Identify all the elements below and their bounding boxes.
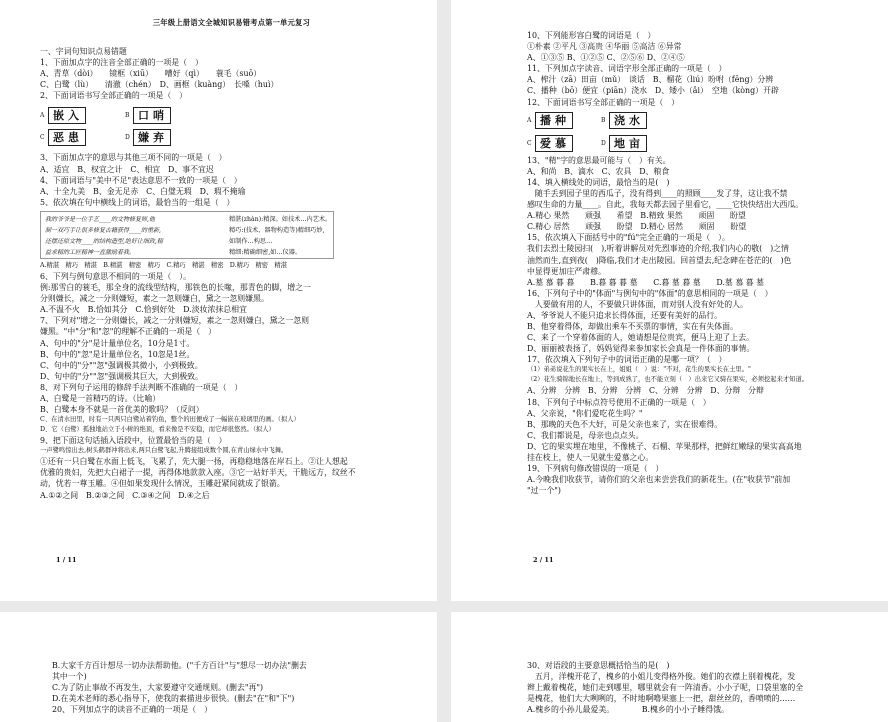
text-line: 是槐花，他们大大咧咧的，不时地啊噜果塞上一把，甜丝丝的，香喷喷的…… bbox=[527, 694, 796, 704]
text-line: 30、对语段的主要意思概括恰当的是( ) bbox=[527, 661, 670, 670]
dictionary-notes bbox=[225, 212, 333, 258]
text-line: 我们去烈士陵园扫( ),听着讲解员对先烈事迹的介绍,我们内心的敬( )之情 bbox=[527, 244, 789, 254]
text-line: A、爷爷说人不能只追求长得体面，还要有美好的品行。 bbox=[527, 310, 723, 320]
text-line: C、句中的"分""忽"强调极其微小，小到极致。 bbox=[40, 360, 203, 370]
q5-options: A.精湛 精巧 精湛 B.精湛 精密 精巧 C.精巧 精湛 精密 D.精巧 精密 精湛 bbox=[40, 261, 287, 269]
word-grid bbox=[40, 104, 210, 148]
tianzi-word: 爱慕 bbox=[535, 135, 573, 152]
text-line: 一、字词句知识点易错题 bbox=[40, 47, 127, 56]
small-line: （2）花生骑锦地长在地上，等到成熟了，也不能立刻（ ）出来它又骑在果实，必须挖起来才知道。 bbox=[527, 376, 809, 384]
text-line: B、句中的"忽"是计量单位名，10忽是1丝。 bbox=[40, 349, 195, 359]
q9-passage bbox=[40, 456, 423, 500]
q1-q2-block bbox=[40, 46, 423, 101]
text-line: ①朴素 ②平凡 ③高贵 ④华丽 ⑤高洁 ⑥异常 bbox=[527, 42, 682, 52]
q13-q17-block bbox=[527, 155, 878, 366]
text-line: A、父亲说，"你们爱吃花生吗？" bbox=[527, 408, 643, 418]
text-line: 5、依次填在句中横线上的词语，最恰当的一组是（ ） bbox=[40, 197, 235, 207]
grid-option bbox=[125, 126, 210, 148]
tianzi-word: 浇水 bbox=[609, 112, 647, 129]
text-line: C.为了防止事故不再发生，大家要遵守交通规则。(删去"再") bbox=[52, 683, 264, 693]
q17-q19-block bbox=[527, 385, 878, 496]
text-line: A、榨汁（zā）田亩（mǔ） 谈话 B、榴花（liú）吩咐（fēng）分辨 bbox=[527, 75, 774, 85]
text-line: B.大家千方百计想尽一切办法帮助他。("千方百计"与"想尽一切办法"删去 bbox=[52, 661, 307, 670]
q17-small-text bbox=[527, 365, 878, 385]
passage-box bbox=[40, 211, 334, 259]
text-line: 9、把下面这句话插入语段中，位置最恰当的是（ ） bbox=[40, 436, 227, 446]
grid-column bbox=[527, 112, 573, 152]
text-line: C.精心 居然 顽强 盼望 D.精心 居然 顽固 盼望 bbox=[527, 222, 747, 232]
text-line: 13、"精"字的意思最可能与（ ）有关。 bbox=[527, 155, 671, 165]
text-line: 分则嫌长，减之一分则嫌短，素之一忽则嫌白，黛之一忽则嫌黑。 bbox=[40, 294, 269, 304]
grid-column bbox=[601, 112, 647, 152]
text-line: 3、下面加点字的意思与其他三项不同的一项是（ ） bbox=[40, 153, 227, 163]
text-line: 6、下列与例句意思不相同的一项是（ ）。 bbox=[40, 271, 191, 281]
text-line: A、适宜 B、权宜之计 C、相宜 D、事不宜迟 bbox=[40, 164, 214, 174]
text-line: 15、依次填入下面括号中的"fú"完全正确的一项是（ ）。 bbox=[527, 233, 730, 243]
text-line: 2、下面词语书写全部正确的一项是（ ） bbox=[40, 91, 188, 101]
q6-q9-block bbox=[40, 271, 423, 446]
word-grid bbox=[527, 112, 727, 152]
text-line: 其中一个) bbox=[52, 672, 87, 682]
text-line: A.今晚我们收获节，请你们的父亲也来尝尝我们的新花生。(在"收获节"前加 bbox=[527, 475, 791, 485]
text-line: 动，忧若一尊玉雕。④但如果发现什么情况，玉雕赶紧间就成了银箭。 bbox=[40, 479, 285, 489]
text-line: 例:那雪白的蓑毛，那全身的流线型结构，那铁色的长喙，那青色的脚，增之一 bbox=[40, 283, 311, 293]
text-line: A、白鹭是一首精巧的诗。（比喻） bbox=[40, 393, 161, 403]
text-line: 感叹生命的力量____。自此，我每天都去园子里看它，____它快快结出大西瓜。 bbox=[527, 200, 804, 210]
page-number: 1 / 11 bbox=[56, 556, 77, 564]
text-line: A.精心 果然 顽强 希望 B.精致 果然 顽固 盼望 bbox=[527, 211, 746, 221]
grid-option bbox=[527, 135, 573, 152]
text-line: A、青草（dòi） 镜框（xiū） 嘈好（qì） 蓑毛（suō） bbox=[40, 69, 262, 79]
text-line: D.在美术老师的悉心指导下，使我的素描进步很快。(删去"在"和"下") bbox=[52, 694, 295, 704]
text-line: A、十全九美 B、金无足赤 C、白璧无瑕 D、瑕不掩瑜 bbox=[40, 186, 246, 196]
text-line: "过一个") bbox=[527, 486, 562, 496]
text-line: A、分辨 分辨 B、分辨 分辨 C、分辨 分辨 D、分辩 分辩 bbox=[527, 386, 764, 396]
document-page-3 bbox=[0, 612, 437, 722]
note-line: 精湛(zhàn):精深。如技术…内艺术。 bbox=[229, 215, 332, 223]
note-line: 精巧:(技术、器物构造等)精细巧妙, bbox=[229, 226, 325, 234]
text-line: 挂在枝上，使人一见就生爱慕之心。 bbox=[527, 453, 654, 462]
document-title: 三年级上册语文全城知识易错考点第一单元复习 bbox=[152, 18, 311, 27]
text-line: 7、下列对"增之一分则嫌长，减之一分则嫌短，素之一忽则嫌白，黛之一忽则 bbox=[40, 316, 310, 326]
text-line: 油然而生,直到夜( )降临,我们才走出陵园。回首望去,纪念碑在苍茫的( )色 bbox=[527, 255, 792, 265]
small-line: （1）弟弟说花生的果实长在上，姐姐（ ）说："不对，花生的果实长在土里。" bbox=[527, 366, 751, 374]
passage-line: 益求精的工匠精神一直激励着我。 bbox=[45, 248, 136, 256]
tianzi-word: 嵌入 bbox=[48, 107, 86, 124]
tianzi-word: 恶患 bbox=[48, 129, 86, 146]
option-letter: C bbox=[527, 139, 532, 147]
passage-line: 还摆还原文物____的结构造型,绝好让细致,精 bbox=[45, 237, 163, 245]
passage-line: 我的爷爷是一位手艺____的文物修复师,他 bbox=[45, 215, 155, 223]
text-line: C、我们都说是，母亲也点点头。 bbox=[527, 430, 644, 440]
text-line: 辫上戴着槐花，她们走到哪里，哪里就会有一阵清香。小小子呢，口袋里塞的全 bbox=[527, 683, 804, 693]
note-line: 如制作…构思… bbox=[229, 237, 273, 245]
text-line: D、它（白鹭）孤独地站立于小树的绝顶，看来像是不安稳，而它却很悠然。（拟人） bbox=[40, 426, 275, 434]
option-letter: A bbox=[40, 111, 45, 119]
document-page-2 bbox=[451, 0, 888, 601]
option-letter: D bbox=[125, 133, 130, 141]
text-line: A、句中的"分"是计量单位名，10分是1寸。 bbox=[40, 338, 195, 348]
passage-line: 制一双巧手让很多修复古籍获得____的重新, bbox=[45, 226, 161, 234]
text-line: D、它的果实埋在地里，不像桃子、石榴、苹果那样，把鲜红嫩绿的果实高高地 bbox=[527, 441, 802, 451]
text-line: 11、下列加点字读音、词语字形全部正确的一项是（ ） bbox=[527, 64, 727, 74]
text-line: A.不温不火 B.恰如其分 C.恰到好处 D.淡妆浓抹总相宜 bbox=[40, 305, 247, 315]
text-line: C、白鹭（lù） 清澈（chén） D、画框（kuàng） 长嗓（huì） bbox=[40, 80, 279, 90]
option-letter: B bbox=[125, 111, 130, 119]
text-line: 12、下面词语书写全部正确的一项是（ ） bbox=[527, 97, 680, 107]
text-line: A.墓 慕 暮 暮 B.暮 暮 暮 墓 C.暮 墓 暮 墓 D.墓 慕 暮 墓 bbox=[527, 277, 765, 287]
option-letter: A bbox=[527, 116, 532, 124]
tianzi-word: 播种 bbox=[535, 112, 573, 129]
text-line: A、①③⑤ B、①②⑤ C、②⑤⑥ D、②④⑤ bbox=[527, 53, 685, 63]
option-letter: B bbox=[601, 116, 606, 124]
text-line: 4、下面词语与"美中不足"表达意思不一致的一项是（ ） bbox=[40, 175, 242, 185]
text-line: 五月，洋槐开花了，槐乡的小姐儿变得格外俊。她们的衣襟上别着槐花，发 bbox=[527, 672, 796, 682]
tianzi-word: 地亩 bbox=[609, 135, 647, 152]
text-line: A.槐乡的小孙儿最爱美。 B.槐乡的小小子睡得饿。 bbox=[527, 705, 729, 715]
text-line: C、在清水田里，时有一只两只白鹭站着钓鱼，整个的田便成了一幅嵌在玻璃里的画。（拟人） bbox=[40, 416, 300, 424]
tianzi-word: 嫌弃 bbox=[133, 129, 171, 146]
document-page-1 bbox=[0, 0, 437, 601]
grid-option bbox=[40, 104, 125, 126]
text-line: 1、下面加点字的注音全部正确的一项是（ ） bbox=[40, 58, 203, 68]
text-line: 随手丢到园子里的西瓜子，没有得到____的照顾____发了芽，这让我不禁 bbox=[527, 188, 788, 198]
text-line: 人要做有用的人，不要做只讲体面，而对别人没有好处的人。 bbox=[527, 299, 748, 309]
text-line: B、那晚的天色不大好，可是父亲也来了，实在很难得。 bbox=[527, 419, 723, 429]
note-line: 精细:精确细密,如…仪器。 bbox=[229, 248, 302, 256]
text-line: 10、下列能形容白鹭的词语是（ ） bbox=[527, 31, 656, 40]
tianzi-word: 口哨 bbox=[133, 107, 171, 124]
text-line: B、他穿着得体，却做出乘车不买票的事情，实在有失体面。 bbox=[527, 322, 738, 332]
page-number: 2 / 11 bbox=[533, 556, 554, 564]
option-letter: D bbox=[601, 139, 606, 147]
text-line: ①还有一只白鹭在水面上低飞，飞累了，先大腿一扬，再稳稳地落在岸石上。②让人想起 bbox=[40, 457, 348, 467]
text-line: 14、填入横线处的词语，最恰当的是( ) bbox=[527, 177, 670, 187]
q10-q12-block bbox=[527, 30, 878, 108]
text-line: 19、下列病句修改错误的一项是（ ） bbox=[527, 464, 664, 474]
text-line: B、白鹭本身不就是一首优美的歌吗？（反问） bbox=[40, 405, 204, 415]
text-line: 中显得更加庄严肃穆。 bbox=[527, 266, 606, 276]
grid-option bbox=[125, 104, 210, 126]
small-note: 一声鹭鸣惊出去,树头鹤群冲将出来,两只白鹭飞起,升腾接组成数个圆,在青山绿水中飞舞。 bbox=[40, 447, 288, 455]
text-line: C、来了一个穿着体面的人，她请想是位贵宾，便马上迎了上去。 bbox=[527, 333, 754, 343]
text-line: A、和尚 B、滴水 C、农具 D、粮食 bbox=[527, 166, 670, 176]
passage-text bbox=[41, 212, 225, 258]
text-line: 优雅的贵妇，先把大白裙子一提，再得体地款款入座。③它一站好半天，干脆远方，纹丝不 bbox=[40, 468, 356, 478]
text-line: A.①②之间 B.②③之间 C.③④之间 D.④之后 bbox=[40, 490, 210, 500]
grid-option bbox=[601, 112, 647, 129]
option-letter: C bbox=[40, 133, 45, 141]
document-page-4 bbox=[451, 612, 888, 722]
text-line: C、播种（bō）便宜（piān）浇水 D、矮小（ǎi） 空地（kòng）开辟 bbox=[527, 86, 779, 96]
q3-q5-block bbox=[40, 152, 423, 207]
text-line: D、丽丽被表扬了，妈妈觉得来参加家长会真是一件体面的事情。 bbox=[527, 344, 755, 354]
text-line: 16、下列句子中的"体面"与例句中的"体面"的意思相同的一项是（ ） bbox=[527, 288, 773, 298]
text-line: 8、对下列句子运用的修辞手法判断不准确的一项是（ ） bbox=[40, 382, 243, 392]
text-line: 18、下列句子中标点符号使用不正确的一项是（ ） bbox=[527, 397, 711, 407]
grid-option bbox=[40, 126, 125, 148]
text-line: 17、依次填入下列句子中的词语正确的是哪一项？（ ） bbox=[527, 355, 727, 365]
text-line: 嫌黑。"中"分"和"忽"的理解不正确的一项是（ ） bbox=[40, 327, 216, 337]
text-line: 20、下列加点字的读音不正确的一项是（ ） bbox=[52, 705, 212, 715]
grid-option bbox=[601, 135, 647, 152]
text-line: D、句中的"分""忽"强调极其巨大，大到极致。 bbox=[40, 371, 203, 381]
grid-option bbox=[527, 112, 573, 129]
